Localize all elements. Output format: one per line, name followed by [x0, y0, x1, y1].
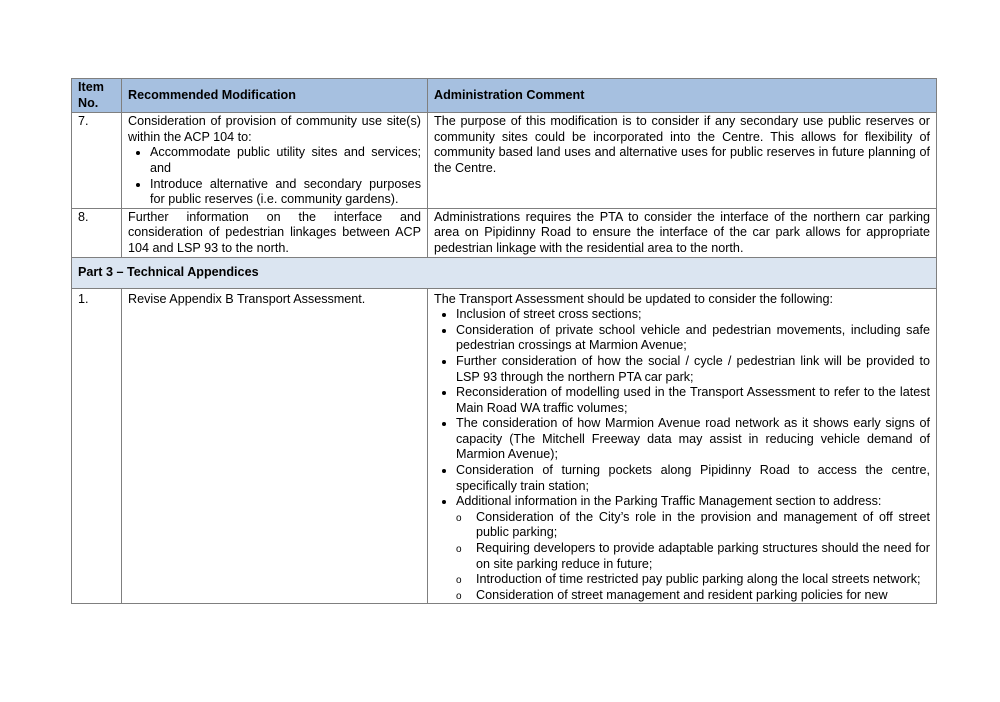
list-item-text: Additional information in the Parking Traffic Management section to address:	[456, 494, 882, 509]
item-number: 8.	[72, 208, 122, 257]
administration-comment	[428, 288, 937, 604]
administration-comment: Administrations requires the PTA to consider the interface of the northern car parking area on Pipidinny Road to ensure the interface of the car park allows for appropriate pedestrian linkage with the residential area to the north.	[428, 208, 937, 257]
sub-list-item: o Requiring developers to provide adaptable parking structures should the need for on site parking reduce in future;	[476, 541, 930, 572]
modification-intro: Consideration of provision of community use site(s) within the ACP 104 to:	[128, 114, 421, 144]
list-item	[456, 494, 930, 603]
section-row	[72, 257, 937, 288]
comment-bullets	[434, 307, 930, 603]
sub-list-item: o Introduction of time restricted pay public parking along the local streets network;	[476, 572, 930, 588]
administration-comment: The purpose of this modification is to consider if any secondary use public reserves or community sites could be incorporated into the Centre. This allows for flexibility of community based land uses and alternative uses for public reserves in future planning of the Centre.	[428, 113, 937, 209]
list-item: • Inclusion of street cross sections;	[456, 307, 930, 323]
sub-list-item: o Consideration of the City’s role in the provision and management of off street public parking;	[476, 510, 930, 541]
recommended-modification	[122, 113, 428, 209]
modification-bullets	[128, 145, 421, 207]
table-row-1	[72, 288, 937, 604]
modifications-table	[71, 78, 937, 604]
table-row-8	[72, 208, 937, 257]
list-item: • Further consideration of how the social / cycle / pedestrian link will be provided to LSP 93 through the northern PTA car park;	[456, 354, 930, 385]
list-item: • Consideration of private school vehicle and pedestrian movements, including safe pedestrian crossings at Marmion Avenue;	[456, 323, 930, 354]
list-item: • Introduce alternative and secondary purposes for public reserves (i.e. community gardens).	[150, 177, 421, 208]
table-header-row	[72, 79, 937, 113]
header-administration-comment: Administration Comment	[428, 79, 937, 113]
sub-list-item: o Consideration of street management and resident parking policies for new	[476, 588, 930, 604]
table-row-7	[72, 113, 937, 209]
comment-intro: The Transport Assessment should be updated to consider the following:	[434, 291, 834, 306]
item-number: 1.	[72, 288, 122, 604]
list-item: • Reconsideration of modelling used in the Transport Assessment to refer to the latest Main Road WA traffic volumes;	[456, 385, 930, 416]
item-number: 7.	[72, 113, 122, 209]
section-title: Part 3 – Technical Appendices	[72, 257, 937, 288]
list-item: • Consideration of turning pockets along Pipidinny Road to access the centre, specifically train station;	[456, 463, 930, 494]
list-item: • The consideration of how Marmion Avenue road network as it shows early signs of capacity (The Mitchell Freeway data may assist in reducing vehicle demand of Marmion Avenue);	[456, 416, 930, 463]
header-recommended-modification: Recommended Modification	[122, 79, 428, 113]
sub-bullets	[456, 510, 930, 604]
recommended-modification: Further information on the interface and consideration of pedestrian linkages between ACP 104 and LSP 93 to the north.	[122, 208, 428, 257]
header-item-no: Item No.	[72, 79, 122, 113]
list-item: • Accommodate public utility sites and services; and	[150, 145, 421, 176]
recommended-modification: Revise Appendix B Transport Assessment.	[122, 288, 428, 604]
